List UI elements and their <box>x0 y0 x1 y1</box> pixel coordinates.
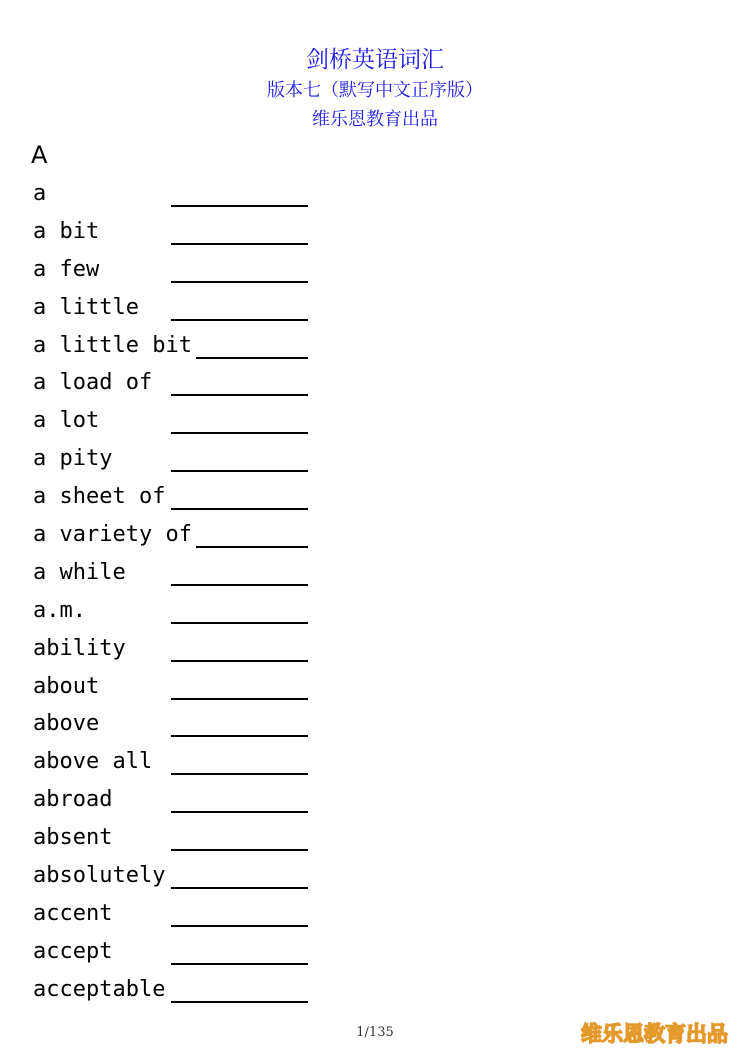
answer-blank <box>171 394 308 396</box>
vocabulary-item <box>33 631 323 669</box>
vocabulary-item <box>33 214 323 252</box>
vocabulary-word: a pity <box>33 446 113 472</box>
vocabulary-word: abroad <box>33 787 113 813</box>
vocabulary-item <box>33 479 323 517</box>
page-number: 1/135 <box>356 1025 394 1040</box>
vocabulary-word: above <box>33 711 100 737</box>
vocabulary-item <box>33 290 323 328</box>
document-publisher: 维乐恩教育出品 <box>312 109 438 130</box>
document-header <box>0 44 750 134</box>
vocabulary-word: a sheet of <box>33 484 166 510</box>
section-letter: A <box>31 141 48 169</box>
vocabulary-word: acceptable <box>33 976 166 1002</box>
answer-blank <box>196 357 308 359</box>
vocabulary-item <box>33 706 323 744</box>
vocabulary-item <box>33 252 323 290</box>
answer-blank <box>171 925 308 927</box>
vocabulary-item <box>33 176 323 214</box>
vocabulary-item <box>33 555 323 593</box>
vocabulary-item <box>33 934 323 972</box>
vocabulary-word: absolutely <box>33 863 166 889</box>
answer-blank <box>171 205 308 207</box>
answer-blank <box>171 1001 308 1003</box>
vocabulary-item <box>33 517 323 555</box>
vocabulary-word: absent <box>33 825 113 851</box>
vocabulary-word: a lot <box>33 408 100 434</box>
vocabulary-item <box>33 365 323 403</box>
document-version: 版本七（默写中文正序版） <box>267 80 483 101</box>
document-title: 剑桥英语词汇 <box>306 47 444 73</box>
vocabulary-item <box>33 328 323 366</box>
vocabulary-item <box>33 782 323 820</box>
answer-blank <box>171 281 308 283</box>
vocabulary-item <box>33 858 323 896</box>
answer-blank <box>171 849 308 851</box>
vocabulary-word: a.m. <box>33 597 86 623</box>
vocabulary-word: a few <box>33 256 100 282</box>
vocabulary-word: a little bit <box>33 332 192 358</box>
vocabulary-item <box>33 820 323 858</box>
vocabulary-word: a little <box>33 294 139 320</box>
answer-blank <box>171 432 308 434</box>
publisher-watermark: 维乐恩教育出品 <box>581 1022 728 1046</box>
vocabulary-word: above all <box>33 749 153 775</box>
answer-blank <box>171 243 308 245</box>
answer-blank <box>171 887 308 889</box>
answer-blank <box>171 811 308 813</box>
vocabulary-word: accept <box>33 938 113 964</box>
vocabulary-list <box>33 176 323 1010</box>
answer-blank <box>171 698 308 700</box>
vocabulary-item <box>33 441 323 479</box>
vocabulary-item <box>33 896 323 934</box>
answer-blank <box>171 319 308 321</box>
vocabulary-item <box>33 403 323 441</box>
vocabulary-word: ability <box>33 635 126 661</box>
answer-blank <box>171 773 308 775</box>
answer-blank <box>196 546 308 548</box>
answer-blank <box>171 963 308 965</box>
vocabulary-word: a load of <box>33 370 153 396</box>
vocabulary-word: accent <box>33 900 113 926</box>
answer-blank <box>171 660 308 662</box>
answer-blank <box>171 584 308 586</box>
vocabulary-word: about <box>33 673 100 699</box>
vocabulary-word: a variety of <box>33 522 192 548</box>
vocabulary-item <box>33 972 323 1010</box>
answer-blank <box>171 470 308 472</box>
vocabulary-word: a while <box>33 559 126 585</box>
vocabulary-word: a <box>33 181 47 206</box>
answer-blank <box>171 735 308 737</box>
vocabulary-item <box>33 669 323 707</box>
answer-blank <box>171 622 308 624</box>
vocabulary-word: a bit <box>33 218 100 244</box>
vocabulary-item <box>33 744 323 782</box>
answer-blank <box>171 508 308 510</box>
vocabulary-item <box>33 593 323 631</box>
